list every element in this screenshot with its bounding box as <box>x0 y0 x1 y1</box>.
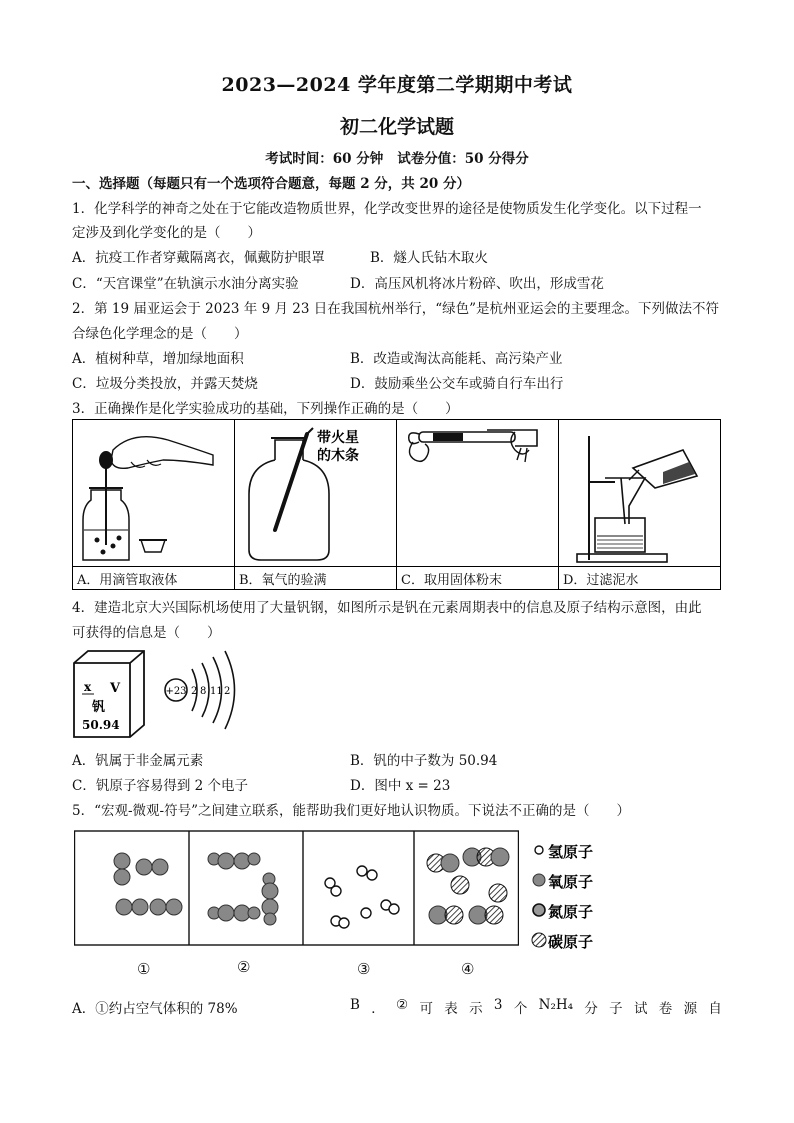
q5-option-b-part: 可 <box>419 1001 433 1017</box>
panel-label-2: ② <box>237 958 251 976</box>
panel-1-molecules <box>114 853 182 915</box>
legend-carbon-icon <box>532 933 546 947</box>
q2-stem-line2: 合绿色化学理念的是（ ） <box>72 326 248 342</box>
solid-powder-illustration <box>397 420 557 566</box>
q1-option-a: A．抗疫工作者穿戴隔离衣，佩戴防护眼罩 <box>72 250 325 266</box>
q5-option-b-part: 示 <box>469 1001 483 1017</box>
q5-option-b-part: 子 <box>609 1001 623 1017</box>
molecule-panels-figure <box>74 829 519 947</box>
shell-electrons-2: 8 <box>200 686 207 697</box>
q5-option-a: A．①约占空气体积的 78% <box>72 1001 238 1017</box>
exam-title: 2023—2024 学年度第二学期期中考试 <box>221 74 573 96</box>
q2-option-d: D．鼓励乘坐公交车或骑自行车出行 <box>350 376 564 392</box>
panel-3-molecules <box>325 866 399 928</box>
q3-caption-d: D．过滤泥水 <box>559 567 721 590</box>
element-mass: 50.94 <box>82 718 120 732</box>
q5-option-b-part: B <box>350 997 360 1013</box>
q3-stem: 3．正确操作是化学实验成功的基础，下列操作正确的是（ ） <box>72 401 459 417</box>
q1-option-b: B．燧人氏钻木取火 <box>370 250 488 266</box>
exam-score: 试卷分值：50 分得分 <box>397 151 529 167</box>
legend-hydrogen: 氢原子 <box>548 843 594 861</box>
q4-stem-line2: 可获得的信息是（ ） <box>72 625 221 641</box>
q5-option-b-part: 试 <box>633 1001 648 1017</box>
legend-carbon: 碳原子 <box>548 933 594 951</box>
glowing-splint-label-2: 的木条 <box>317 447 359 463</box>
q5-option-b-part: 3 <box>493 997 503 1013</box>
nucleus-charge: +23 <box>165 686 187 697</box>
q5-option-b-part: 自 <box>708 1001 722 1017</box>
q5-option-b-part: ． <box>371 1001 385 1017</box>
q3-caption-c: C．取用固体粉末 <box>397 567 559 590</box>
exam-subtitle: 初二化学试题 <box>339 116 454 138</box>
q1-stem-line2: 定涉及到化学变化的是（ ） <box>72 225 261 241</box>
q5-option-b-part: N₂H₄ <box>538 997 574 1013</box>
q5-option-b-part: 分 <box>584 1001 598 1017</box>
panel-2-molecules <box>208 853 278 925</box>
q5-option-b-part: 卷 <box>658 1001 673 1017</box>
filtration-illustration <box>559 420 719 566</box>
panel-label-1: ① <box>137 960 151 978</box>
q3-figure-table <box>72 419 721 590</box>
q5-option-b-part: ② <box>396 997 409 1013</box>
q5-stem: 5．“宏观-微观-符号”之间建立联系，能帮助我们更好地认识物质。下说法不正确的是（ ） <box>72 803 631 819</box>
panel-label-3: ③ <box>357 960 371 978</box>
oxygen-test-illustration <box>235 420 395 566</box>
q3-figure-b <box>235 420 397 567</box>
q5-option-b-part: 源 <box>683 1001 698 1017</box>
element-name: 钒 <box>92 700 106 715</box>
q1-option-c: C．“天宫课堂”在轨演示水油分离实验 <box>72 276 299 292</box>
q1-stem-line1: 1．化学科学的神奇之处在于它能改造物质世界，化学改变世界的途径是使物质发生化学变化。以下过程一 <box>72 201 702 217</box>
shell-electrons-3: 11 <box>210 686 223 697</box>
vanadium-element-figure <box>72 645 252 745</box>
q1-option-d: D．高压风机将冰片粉碎、吹出，形成雪花 <box>350 276 604 292</box>
q5-option-b-part: 表 <box>444 1001 458 1017</box>
q3-caption-b: B．氧气的验满 <box>235 567 397 590</box>
q2-option-a: A．植树种草，增加绿地面积 <box>72 351 244 367</box>
q3-figure-c <box>397 420 559 567</box>
panel-4-molecules <box>427 848 509 924</box>
element-symbol: V <box>110 681 121 696</box>
q4-option-c: C．钒原子容易得到 2 个电子 <box>72 778 249 794</box>
atom-legend <box>530 838 610 956</box>
q2-stem-line1: 2．第 19 届亚运会于 2023 年 9 月 23 日在我国杭州举行，“绿色”是杭州亚运会的主要理念。下列做法不符 <box>72 301 720 317</box>
shell-electrons-4: 2 <box>224 686 231 697</box>
legend-nitrogen-icon <box>533 904 545 916</box>
legend-hydrogen-icon <box>535 846 543 854</box>
q2-option-c: C．垃圾分类投放，并露天焚烧 <box>72 376 258 392</box>
q3-figure-d <box>559 420 721 567</box>
q4-stem-line1: 4．建造北京大兴国际机场使用了大量钒钢，如图所示是钒在元素周期表中的信息及原子结构示意图，由此 <box>72 600 702 616</box>
exam-info <box>0 147 794 167</box>
legend-nitrogen: 氮原子 <box>548 903 594 921</box>
q2-option-b: B．改造或淘汰高能耗、高污染产业 <box>350 351 563 367</box>
legend-oxygen: 氧原子 <box>548 873 594 891</box>
glowing-splint-label-1: 带火星 <box>317 429 359 445</box>
legend-oxygen-icon <box>533 874 545 886</box>
exam-time: 考试时间：60 分钟 <box>265 151 384 167</box>
q4-option-a: A．钒属于非金属元素 <box>72 753 204 769</box>
dropper-liquid-illustration <box>73 420 233 566</box>
shell-electrons-1: 2 <box>191 686 198 697</box>
q5-option-b-part: 个 <box>513 1001 528 1017</box>
q5-option-b <box>350 997 722 1017</box>
element-x-label: x <box>84 680 92 694</box>
panel-label-4: ④ <box>461 960 475 978</box>
q4-option-b: B．钒的中子数为 50.94 <box>350 753 498 769</box>
q4-option-d: D．图中 x = 23 <box>350 778 451 794</box>
q3-figure-a <box>73 420 235 567</box>
section-heading: 一、选择题（每题只有一个选项符合题意，每题 2 分，共 20 分） <box>72 176 470 192</box>
q3-caption-a: A．用滴管取液体 <box>73 567 235 590</box>
